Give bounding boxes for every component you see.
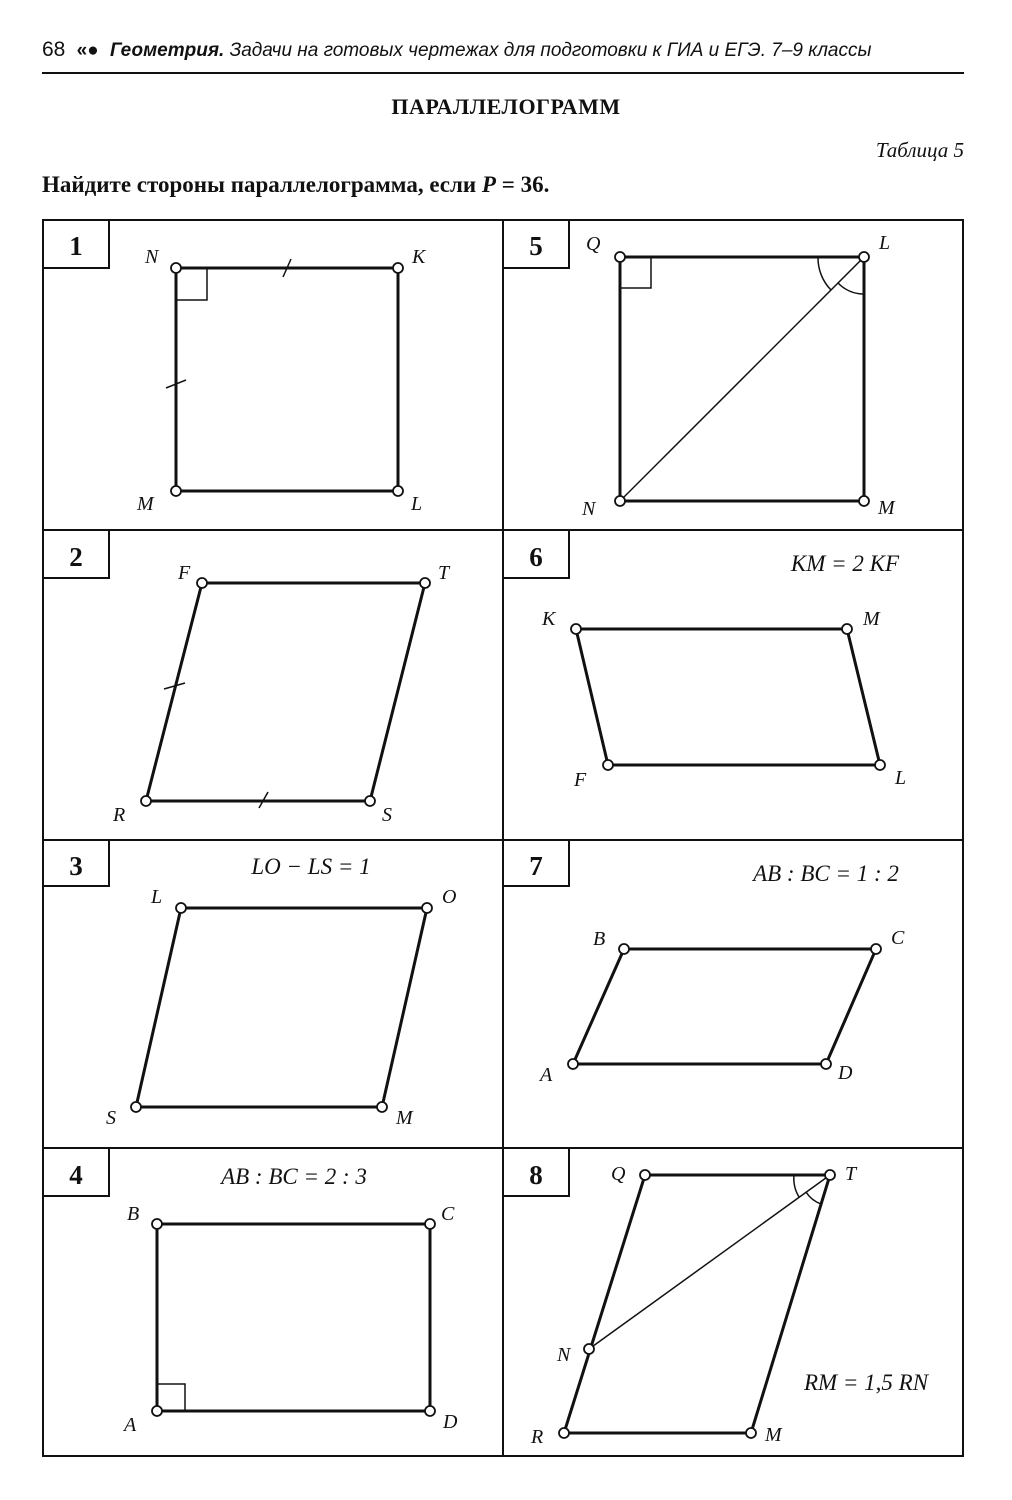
problem-condition: LO − LS = 1 — [251, 854, 371, 879]
vertex-label: M — [863, 608, 880, 630]
vertex-points — [571, 624, 885, 770]
parallelogram — [576, 629, 880, 765]
vertex-label: N — [145, 246, 159, 268]
problem-number: 3 — [69, 851, 83, 881]
vertex-label: L — [895, 767, 907, 789]
problem-3 — [43, 840, 456, 1129]
problem-number: 5 — [529, 231, 543, 261]
vertex-label: C — [891, 927, 905, 949]
vertex-label: Q — [611, 1163, 626, 1185]
problem-number: 7 — [529, 851, 543, 881]
right-angle-mark — [176, 268, 207, 300]
page-number: 68 — [42, 38, 66, 61]
problem-1 — [43, 220, 427, 515]
vertex-label: S — [382, 804, 392, 826]
vertex-label: N — [557, 1344, 571, 1366]
vertex-label: Q — [586, 233, 601, 255]
vertex-points — [152, 1219, 435, 1416]
parallelogram — [157, 1224, 430, 1411]
task-variable: P — [481, 172, 496, 197]
grid-frame — [43, 220, 963, 1456]
problem-number: 1 — [69, 231, 83, 261]
task-value: = 36. — [495, 172, 550, 197]
problem-5 — [503, 220, 896, 520]
problem-condition: RM = 1,5 RN — [803, 1370, 929, 1395]
vertex-label: M — [878, 497, 895, 519]
parallelogram — [573, 949, 876, 1064]
problem-2 — [43, 530, 451, 826]
vertex-label: L — [879, 232, 891, 254]
vertex-label: B — [127, 1203, 140, 1225]
vertex-label: K — [412, 246, 426, 268]
section-title: ПАРАЛЛЕЛОГРАММ — [391, 94, 621, 119]
vertex-points — [559, 1170, 835, 1438]
problem-number: 2 — [69, 542, 83, 572]
vertex-points — [141, 578, 430, 806]
task-text: Найдите стороны параллелограмма, если — [42, 172, 482, 197]
problem-number: 6 — [529, 542, 543, 572]
problem-condition: AB : BC = 2 : 3 — [221, 1164, 367, 1189]
diagonal — [620, 257, 864, 501]
vertex-label: S — [106, 1107, 116, 1129]
vertex-label: K — [542, 608, 556, 630]
parallelogram — [136, 908, 427, 1107]
vertex-label: C — [441, 1203, 455, 1225]
vertex-label: D — [443, 1411, 458, 1433]
vertex-label: F — [178, 562, 191, 584]
vertex-label: N — [582, 498, 596, 520]
problem-number: 8 — [529, 1160, 543, 1190]
vertex-label: M — [137, 493, 154, 515]
table-label: Таблица 5 — [875, 138, 964, 162]
problem-number: 4 — [69, 1160, 83, 1190]
vertex-label: T — [438, 562, 450, 584]
problem-condition: KM = 2 KF — [790, 551, 900, 576]
vertex-label: M — [765, 1424, 782, 1446]
vertex-label: R — [113, 804, 126, 826]
book-subtitle: Задачи на готовых чертежах для подготовки к ГИА и ЕГЭ. 7–9 классы — [229, 40, 872, 61]
parallelogram — [146, 583, 425, 801]
vertex-label: L — [151, 886, 163, 908]
book-title: Геометрия. — [109, 40, 225, 61]
vertex-label: O — [442, 886, 457, 908]
angle-arc — [806, 1192, 821, 1204]
vertex-label: L — [411, 493, 423, 515]
bisector — [589, 1175, 830, 1349]
problem-4 — [43, 1148, 458, 1436]
vertex-label: D — [838, 1062, 853, 1084]
angle-arc — [794, 1175, 799, 1197]
angle-arc — [818, 257, 831, 290]
header-arrows-icon: «● — [76, 40, 99, 61]
vertex-label: A — [540, 1064, 553, 1086]
vertex-label: F — [574, 769, 587, 791]
problem-6 — [503, 530, 906, 791]
vertex-label: R — [531, 1426, 544, 1448]
vertex-label: A — [124, 1414, 137, 1436]
problem-7 — [503, 840, 905, 1086]
parallelogram — [176, 268, 398, 491]
vertex-points — [171, 263, 403, 496]
right-angle-mark — [620, 257, 651, 288]
vertex-label: B — [593, 928, 606, 950]
vertex-label: T — [845, 1163, 857, 1185]
problem-8 — [503, 1148, 930, 1448]
parallelogram — [564, 1175, 830, 1433]
problem-condition: AB : BC = 1 : 2 — [753, 861, 899, 886]
vertex-points — [568, 944, 881, 1069]
vertex-label: M — [396, 1107, 413, 1129]
angle-arc — [838, 283, 864, 294]
